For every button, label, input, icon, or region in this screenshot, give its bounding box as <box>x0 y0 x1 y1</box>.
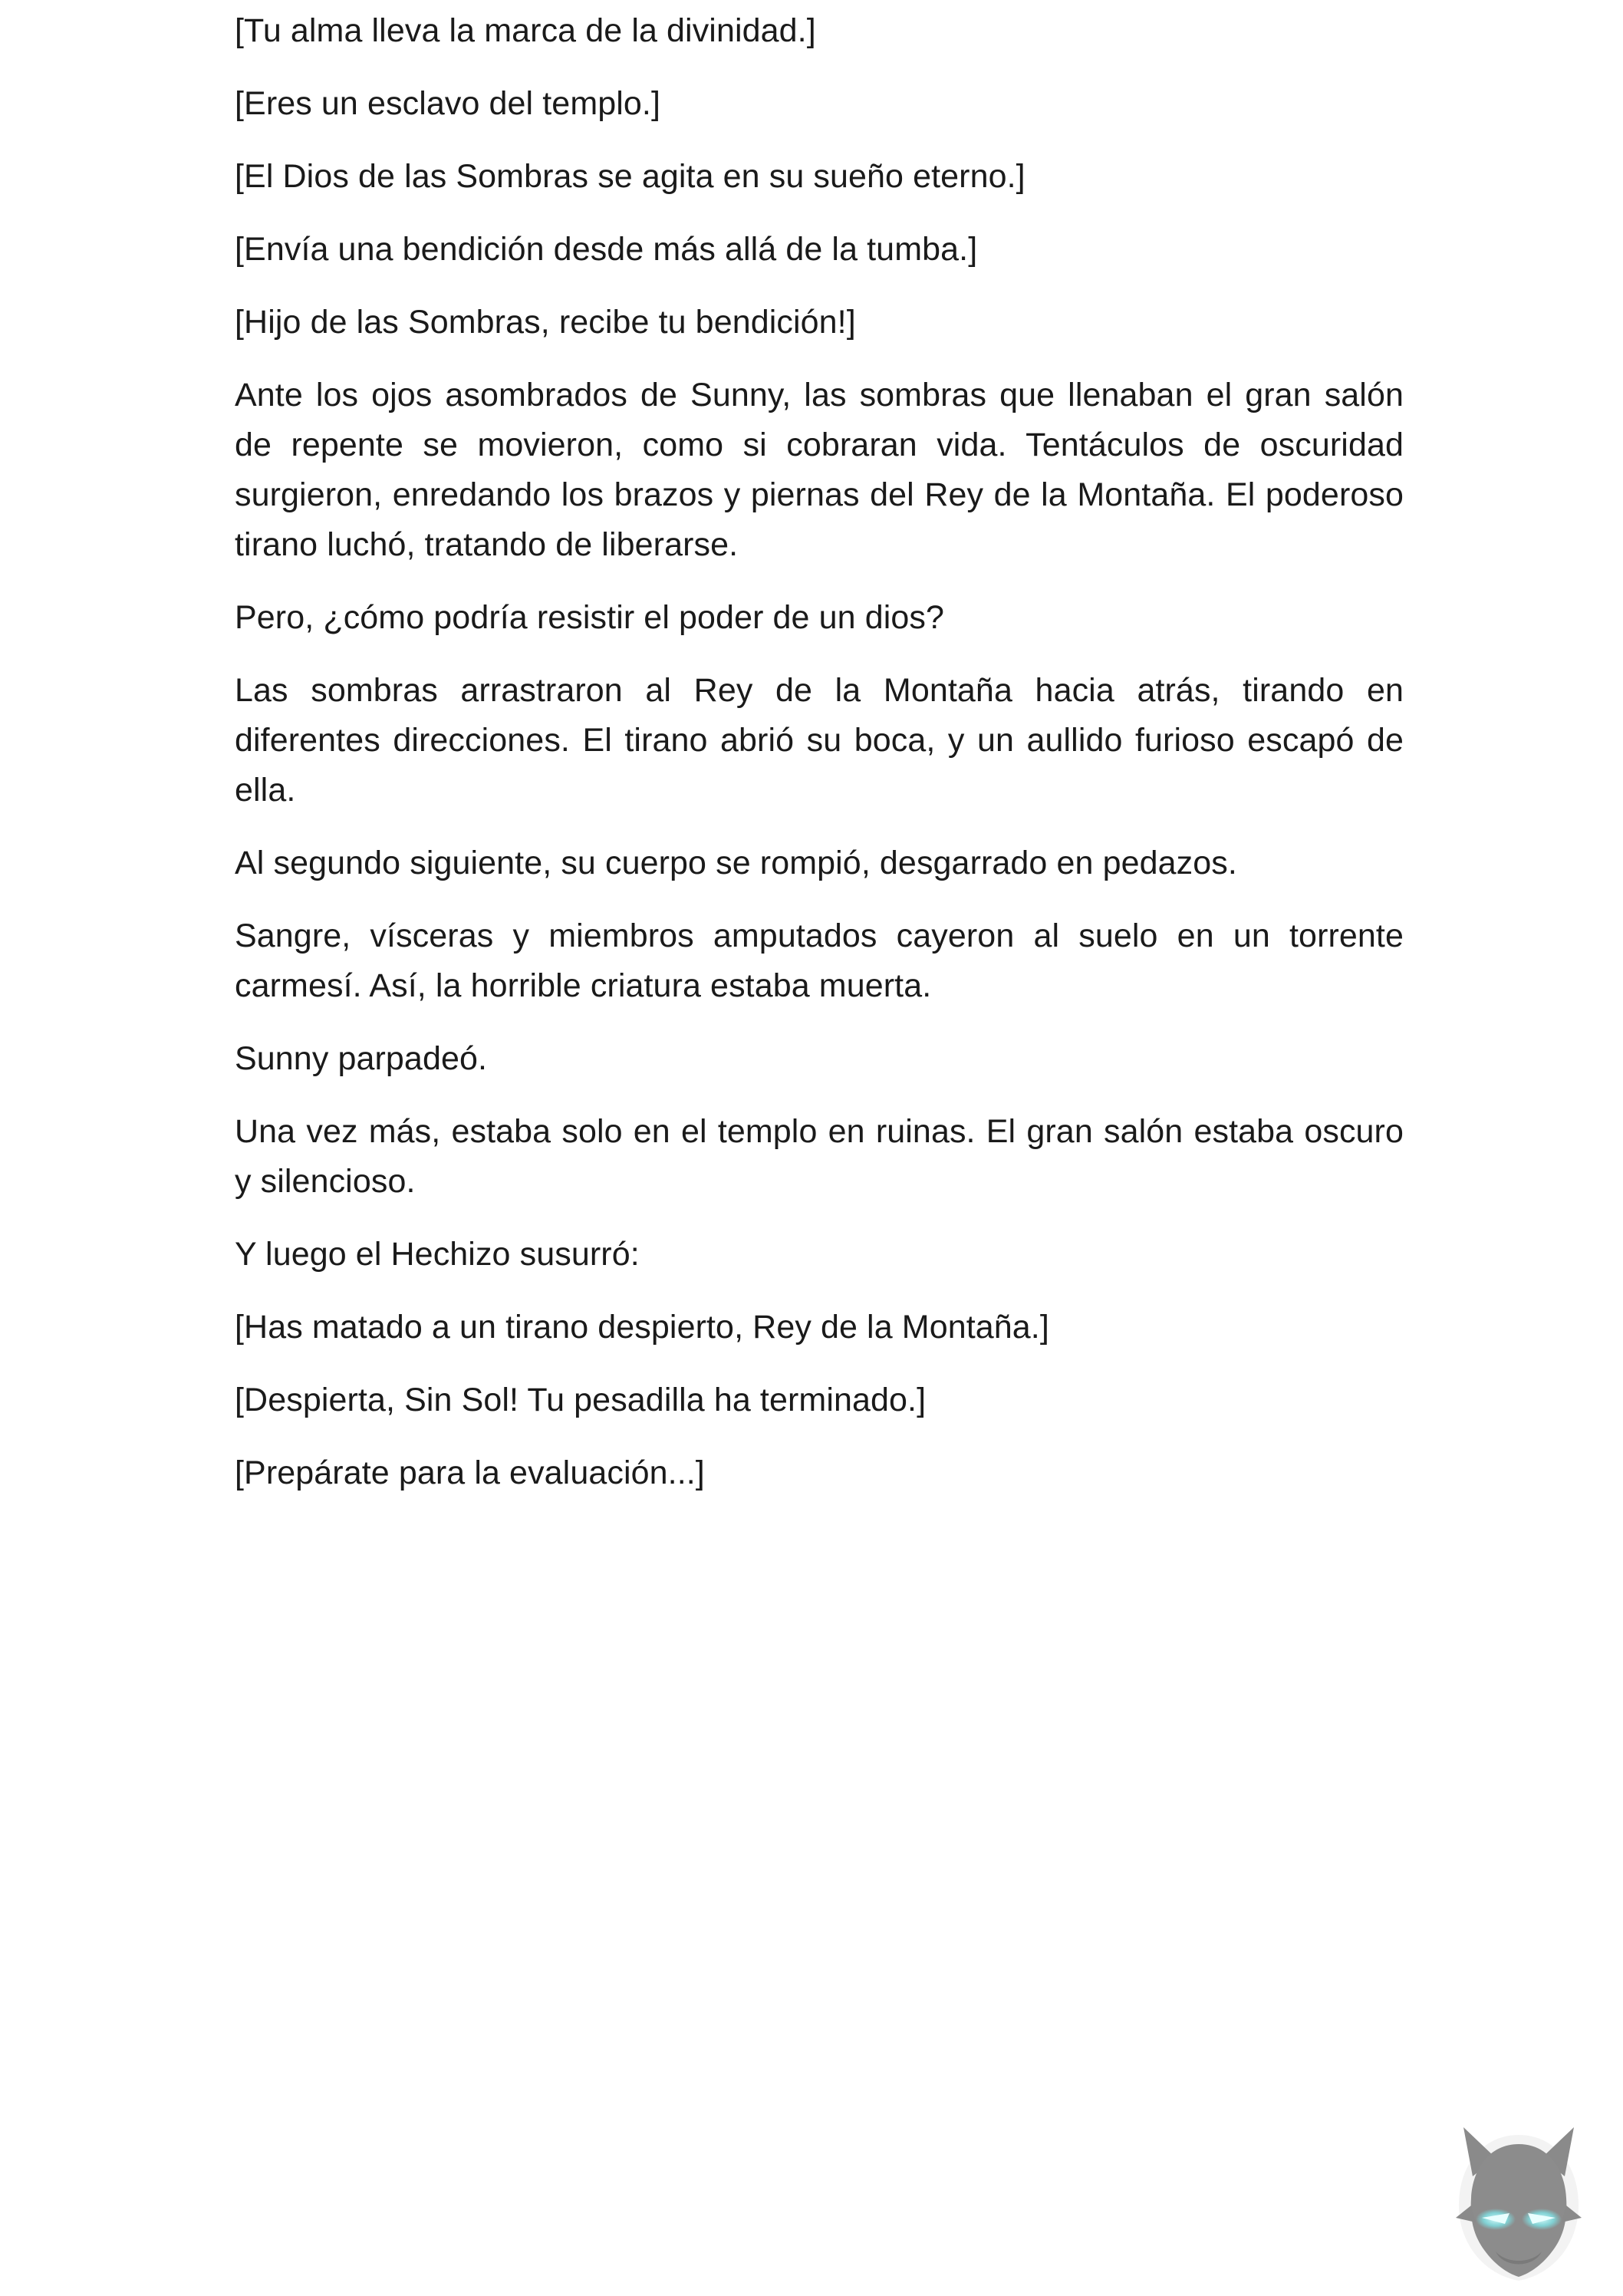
system-message-6: [Has matado a un tirano despierto, Rey de la Montaña.] <box>235 1309 1049 1346</box>
narrative-paragraph-4: Al segundo siguiente, su cuerpo se rompió, desgarrado en pedazos. <box>235 845 1237 881</box>
narrative-paragraph-8: Y luego el Hechizo susurró: <box>235 1236 640 1273</box>
system-message-4: [Envía una bendición desde más allá de la tumba.] <box>235 231 978 268</box>
narrative-paragraph-5: Sangre, vísceras y miembros amputados cayeron al suelo en un torrente carmesí. Así, la horrible criatura estaba muerta. <box>235 917 1404 1004</box>
narrative-paragraph-1: Ante los ojos asombrados de Sunny, las sombras que llenaban el gran salón de repente se movieron, como si cobraran vida. Tentáculos de oscuridad surgieron, enredando los brazos y piernas del Rey de la Montaña. El poderoso tirano luchó, tratando de liberarse. <box>235 377 1404 563</box>
system-message-1: [Tu alma lleva la marca de la divinidad.] <box>235 12 816 49</box>
system-message-5: [Hijo de las Sombras, recibe tu bendición!] <box>235 304 856 341</box>
system-message-3: [El Dios de las Sombras se agita en su sueño eterno.] <box>235 158 1025 195</box>
narrative-paragraph-3: Las sombras arrastraron al Rey de la Montaña hacia atrás, tirando en diferentes direcciones. El tirano abrió su boca, y un aullido furioso escapó de ella. <box>235 672 1404 809</box>
narrative-paragraph-6: Sunny parpadeó. <box>235 1040 488 1077</box>
system-message-8: [Prepárate para la evaluación...] <box>235 1454 705 1491</box>
narrative-paragraph-7: Una vez más, estaba solo en el templo en ruinas. El gran salón estaba oscuro y silencioso. <box>235 1113 1404 1200</box>
system-message-2: [Eres un esclavo del templo.] <box>235 85 661 122</box>
demon-head-icon <box>1442 2121 1595 2286</box>
document-body <box>235 6 1404 1521</box>
narrative-paragraph-2: Pero, ¿cómo podría resistir el poder de un dios? <box>235 599 944 636</box>
system-message-7: [Despierta, Sin Sol! Tu pesadilla ha terminado.] <box>235 1382 927 1418</box>
